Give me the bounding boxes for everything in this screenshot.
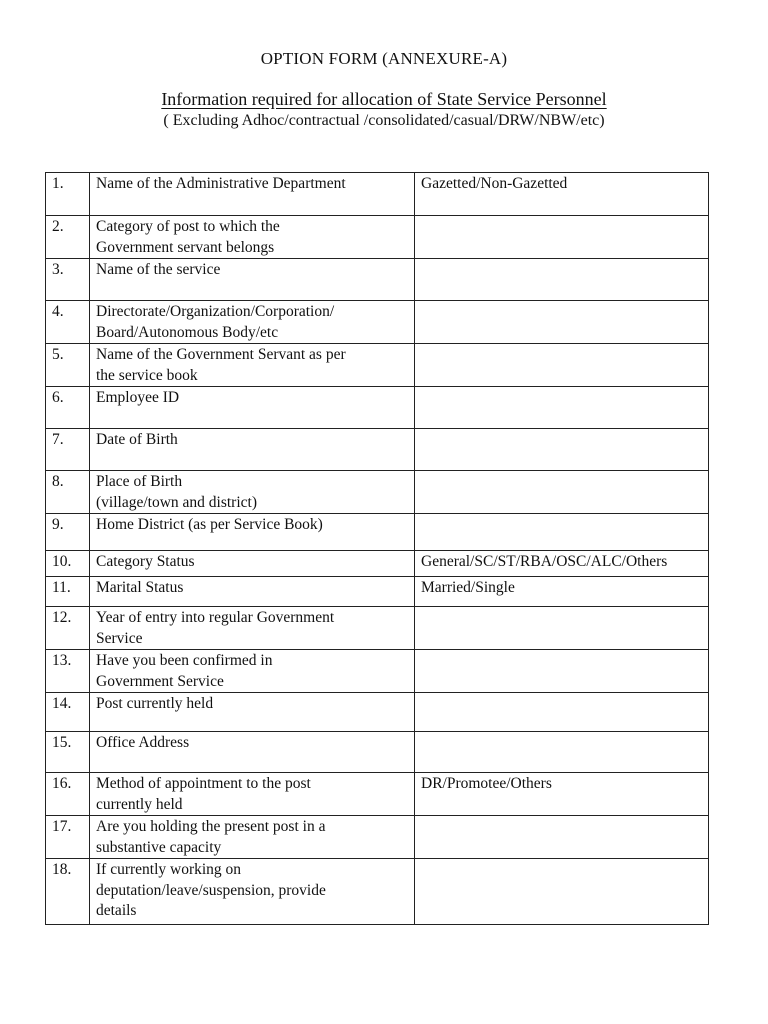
row-number: 12. bbox=[46, 607, 90, 650]
form-row bbox=[46, 859, 709, 925]
field-value[interactable] bbox=[415, 650, 709, 693]
field-label-text: Are you holding the present post in a substantive capacity bbox=[96, 818, 326, 856]
field-label bbox=[90, 301, 415, 344]
option-form-table bbox=[45, 172, 709, 925]
field-label-text: Home District (as per Service Book) bbox=[96, 516, 323, 533]
field-label-text: Name of the Administrative Department bbox=[96, 175, 346, 192]
row-number: 8. bbox=[46, 471, 90, 514]
row-number: 9. bbox=[46, 514, 90, 551]
form-row bbox=[46, 551, 709, 577]
field-value[interactable] bbox=[415, 429, 709, 471]
row-number: 6. bbox=[46, 387, 90, 429]
row-number: 15. bbox=[46, 732, 90, 773]
row-number: 14. bbox=[46, 693, 90, 732]
form-row bbox=[46, 732, 709, 773]
field-label-text: Name of the Government Servant as per the service book bbox=[96, 346, 346, 384]
field-label bbox=[90, 650, 415, 693]
form-row bbox=[46, 387, 709, 429]
form-subtitle: Information required for allocation of State Service Personnel bbox=[161, 89, 607, 109]
row-number: 1. bbox=[46, 173, 90, 216]
row-number: 4. bbox=[46, 301, 90, 344]
field-label-text: Post currently held bbox=[96, 695, 214, 712]
form-title: OPTION FORM (ANNEXURE-A) bbox=[260, 49, 508, 68]
field-label-text: Method of appointment to the post currently held bbox=[96, 775, 311, 813]
field-value[interactable] bbox=[415, 693, 709, 732]
field-label bbox=[90, 693, 415, 732]
form-row bbox=[46, 514, 709, 551]
form-row bbox=[46, 259, 709, 301]
field-value[interactable] bbox=[415, 301, 709, 344]
field-label-text: Date of Birth bbox=[96, 431, 178, 448]
field-label bbox=[90, 816, 415, 859]
field-label bbox=[90, 471, 415, 514]
field-label-text: Employee ID bbox=[96, 389, 180, 406]
field-value[interactable] bbox=[415, 859, 709, 925]
field-value[interactable] bbox=[415, 387, 709, 429]
field-label bbox=[90, 514, 415, 551]
form-row bbox=[46, 216, 709, 259]
row-number: 11. bbox=[46, 577, 90, 607]
field-label-text: Directorate/Organization/Corporation/ Board/Autonomous Body/etc bbox=[96, 303, 335, 341]
field-value[interactable] bbox=[415, 344, 709, 387]
field-label bbox=[90, 344, 415, 387]
field-label bbox=[90, 216, 415, 259]
field-label bbox=[90, 607, 415, 650]
form-row bbox=[46, 344, 709, 387]
form-row bbox=[46, 607, 709, 650]
row-number: 18. bbox=[46, 859, 90, 925]
form-row bbox=[46, 173, 709, 216]
row-number: 13. bbox=[46, 650, 90, 693]
form-row bbox=[46, 773, 709, 816]
field-label-text: Office Address bbox=[96, 734, 190, 751]
field-value[interactable]: Gazetted/Non-Gazetted bbox=[415, 173, 709, 216]
field-label-text: If currently working on deputation/leave/suspension, provide details bbox=[96, 861, 326, 919]
row-number: 10. bbox=[46, 551, 90, 577]
field-label bbox=[90, 173, 415, 216]
field-value[interactable]: DR/Promotee/Others bbox=[415, 773, 709, 816]
form-row bbox=[46, 429, 709, 471]
row-number: 2. bbox=[46, 216, 90, 259]
field-label bbox=[90, 551, 415, 577]
field-value[interactable] bbox=[415, 259, 709, 301]
form-row bbox=[46, 650, 709, 693]
field-label-text: Place of Birth (village/town and district) bbox=[96, 473, 257, 511]
field-value[interactable] bbox=[415, 816, 709, 859]
field-label-text: Marital Status bbox=[96, 579, 184, 596]
form-row bbox=[46, 816, 709, 859]
field-label bbox=[90, 773, 415, 816]
field-label bbox=[90, 859, 415, 925]
row-number: 3. bbox=[46, 259, 90, 301]
row-number: 5. bbox=[46, 344, 90, 387]
row-number: 7. bbox=[46, 429, 90, 471]
form-row bbox=[46, 301, 709, 344]
field-label bbox=[90, 577, 415, 607]
field-label-text: Name of the service bbox=[96, 261, 221, 278]
field-value[interactable] bbox=[415, 607, 709, 650]
field-label bbox=[90, 732, 415, 773]
form-row bbox=[46, 693, 709, 732]
field-label bbox=[90, 387, 415, 429]
form-row bbox=[46, 471, 709, 514]
exclusion-note: ( Excluding Adhoc/contractual /consolidated/casual/DRW/NBW/etc) bbox=[163, 112, 605, 129]
row-number: 16. bbox=[46, 773, 90, 816]
field-label-text: Category of post to which the Government servant belongs bbox=[96, 218, 280, 256]
field-value[interactable] bbox=[415, 732, 709, 773]
field-value[interactable]: General/SC/ST/RBA/OSC/ALC/Others bbox=[415, 551, 709, 577]
field-value[interactable] bbox=[415, 471, 709, 514]
field-label bbox=[90, 429, 415, 471]
form-row bbox=[46, 577, 709, 607]
field-label-text: Have you been confirmed in Government Service bbox=[96, 652, 273, 690]
field-label-text: Category Status bbox=[96, 553, 195, 570]
field-label-text: Year of entry into regular Government Service bbox=[96, 609, 335, 647]
row-number: 17. bbox=[46, 816, 90, 859]
field-label bbox=[90, 259, 415, 301]
field-value[interactable] bbox=[415, 514, 709, 551]
field-value[interactable] bbox=[415, 216, 709, 259]
field-value[interactable]: Married/Single bbox=[415, 577, 709, 607]
